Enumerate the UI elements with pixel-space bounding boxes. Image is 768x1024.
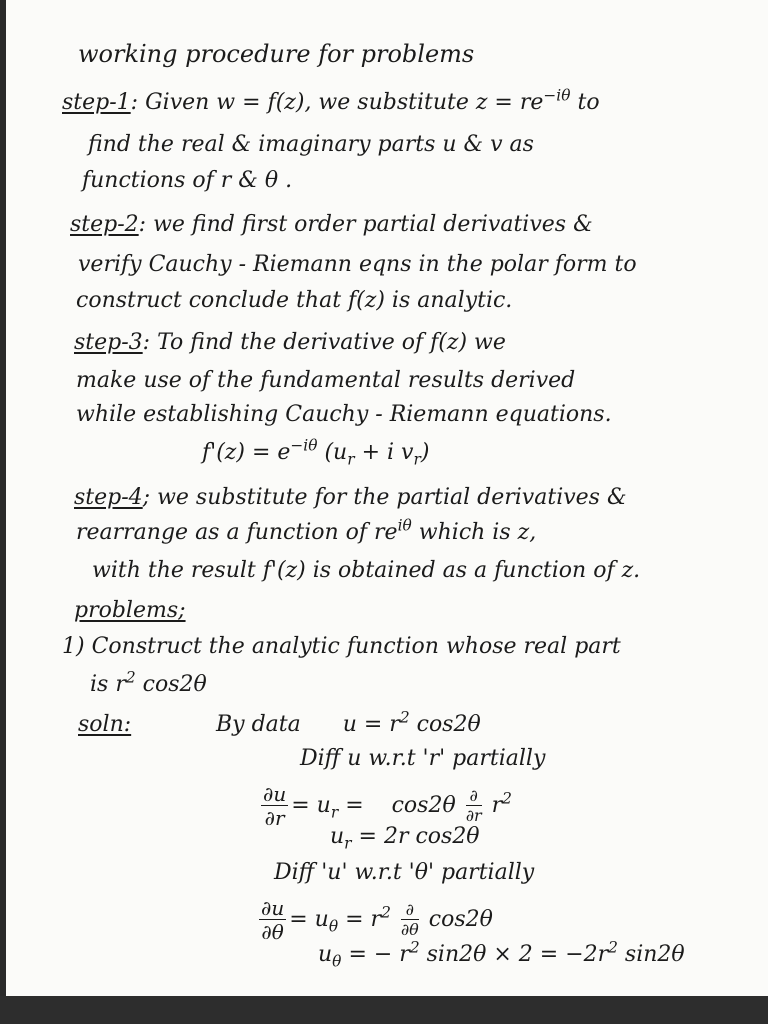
- solution-utheta-equation: $\frac{\partial u}{\partial\theta}$ = $u_\theta = r^2$ $\frac{\partial}{\partial\theta}$ cos2θ: [261, 896, 493, 944]
- step-2-label: step-2: [70, 212, 139, 237]
- du-dtheta-fraction: $\frac{\partial u}{\partial\theta}$: [261, 896, 285, 944]
- problem-1-statement: 1) Construct the analytic function whose real part: [62, 634, 621, 659]
- page-bottom-edge: [0, 996, 768, 1024]
- solution-label-text: soln:: [78, 712, 132, 737]
- solution-utheta-result: $u_\theta$ = − $r^2$ $\sin 2\theta \times 2 = -2r^2$ sin2θ: [318, 938, 685, 971]
- step-3-line-3: while establishing Cauchy - Riemann equations.: [76, 402, 612, 427]
- solution-diff-theta: Diff 'u' w.r.t 'θ' partially: [274, 860, 535, 885]
- d-dr-operator: $\frac{\partial}{\partial r}$: [465, 786, 482, 825]
- d-dtheta-operator: $\frac{\partial}{\partial\theta}$: [400, 900, 419, 939]
- step-4-exponent: iθ: [397, 516, 412, 535]
- problems-heading-text: problems;: [74, 598, 186, 623]
- problems-heading: [74, 598, 186, 624]
- step-1-label: step-1: [62, 90, 131, 115]
- solution-ur-equation: $\frac{\partial u}{\partial r}$ = $u_r$ = cos2θ $\frac{\partial}{\partial r}$ $r^2$: [263, 782, 512, 830]
- step-1-line-2: find the real & imaginary parts u & v as: [88, 132, 534, 157]
- solution-diff-r: Diff u w.r.t 'r' partially: [300, 746, 546, 771]
- step-3-line-2: make use of the fundamental results derived: [76, 368, 576, 393]
- step-4-text-2: rearrange as a function of re: [76, 520, 398, 545]
- problem-1-statement-2: is $r^2$ cos2θ: [90, 668, 207, 697]
- page-left-edge: [0, 0, 6, 1024]
- by-data-text: By data: [216, 712, 301, 737]
- derivative-formula: $f'(z) = e^{-i\theta}$ ($u_r + i$ $v_r$): [202, 436, 430, 469]
- step-2-line-3: construct conclude that f(z) is analytic.: [76, 288, 513, 313]
- step-4-line-3: with the result f'(z) is obtained as a function of z.: [92, 558, 641, 583]
- step-4-text-3: which is z,: [418, 520, 537, 545]
- step-4-line-1: [74, 485, 627, 511]
- step-2-line-2: verify Cauchy - Riemann eqns in the polar form to: [78, 252, 637, 277]
- step-3-label: step-3: [74, 330, 143, 355]
- step-2-line-1: [70, 212, 593, 238]
- step-3-text: : To find the derivative of f(z) we: [142, 330, 506, 355]
- step-4-text: ; we substitute for the partial derivatives &: [142, 485, 627, 510]
- page-title: working procedure for problems: [78, 40, 475, 68]
- step-1-text: : Given w = f(z), we substitute z = re: [130, 90, 544, 115]
- step-4-line-2: [76, 516, 537, 546]
- step-2-text: : we find first order partial derivatives &: [138, 212, 593, 237]
- du-dr-fraction: $\frac{\partial u}{\partial r}$: [263, 782, 287, 830]
- step-4-label: step-4: [74, 485, 143, 510]
- step-1-line-3: functions of r & θ .: [82, 168, 293, 193]
- step-3-line-1: [74, 330, 506, 356]
- step-1-exponent: −iθ: [543, 86, 571, 105]
- solution-by-data: By data $u = r^2$ cos2θ: [216, 708, 481, 737]
- solution-label: [78, 712, 131, 738]
- step-1-text-to: to: [577, 90, 600, 115]
- solution-ur-result: $u_r = 2r$ cos2θ: [330, 824, 480, 853]
- step-1-line-1: [62, 86, 600, 116]
